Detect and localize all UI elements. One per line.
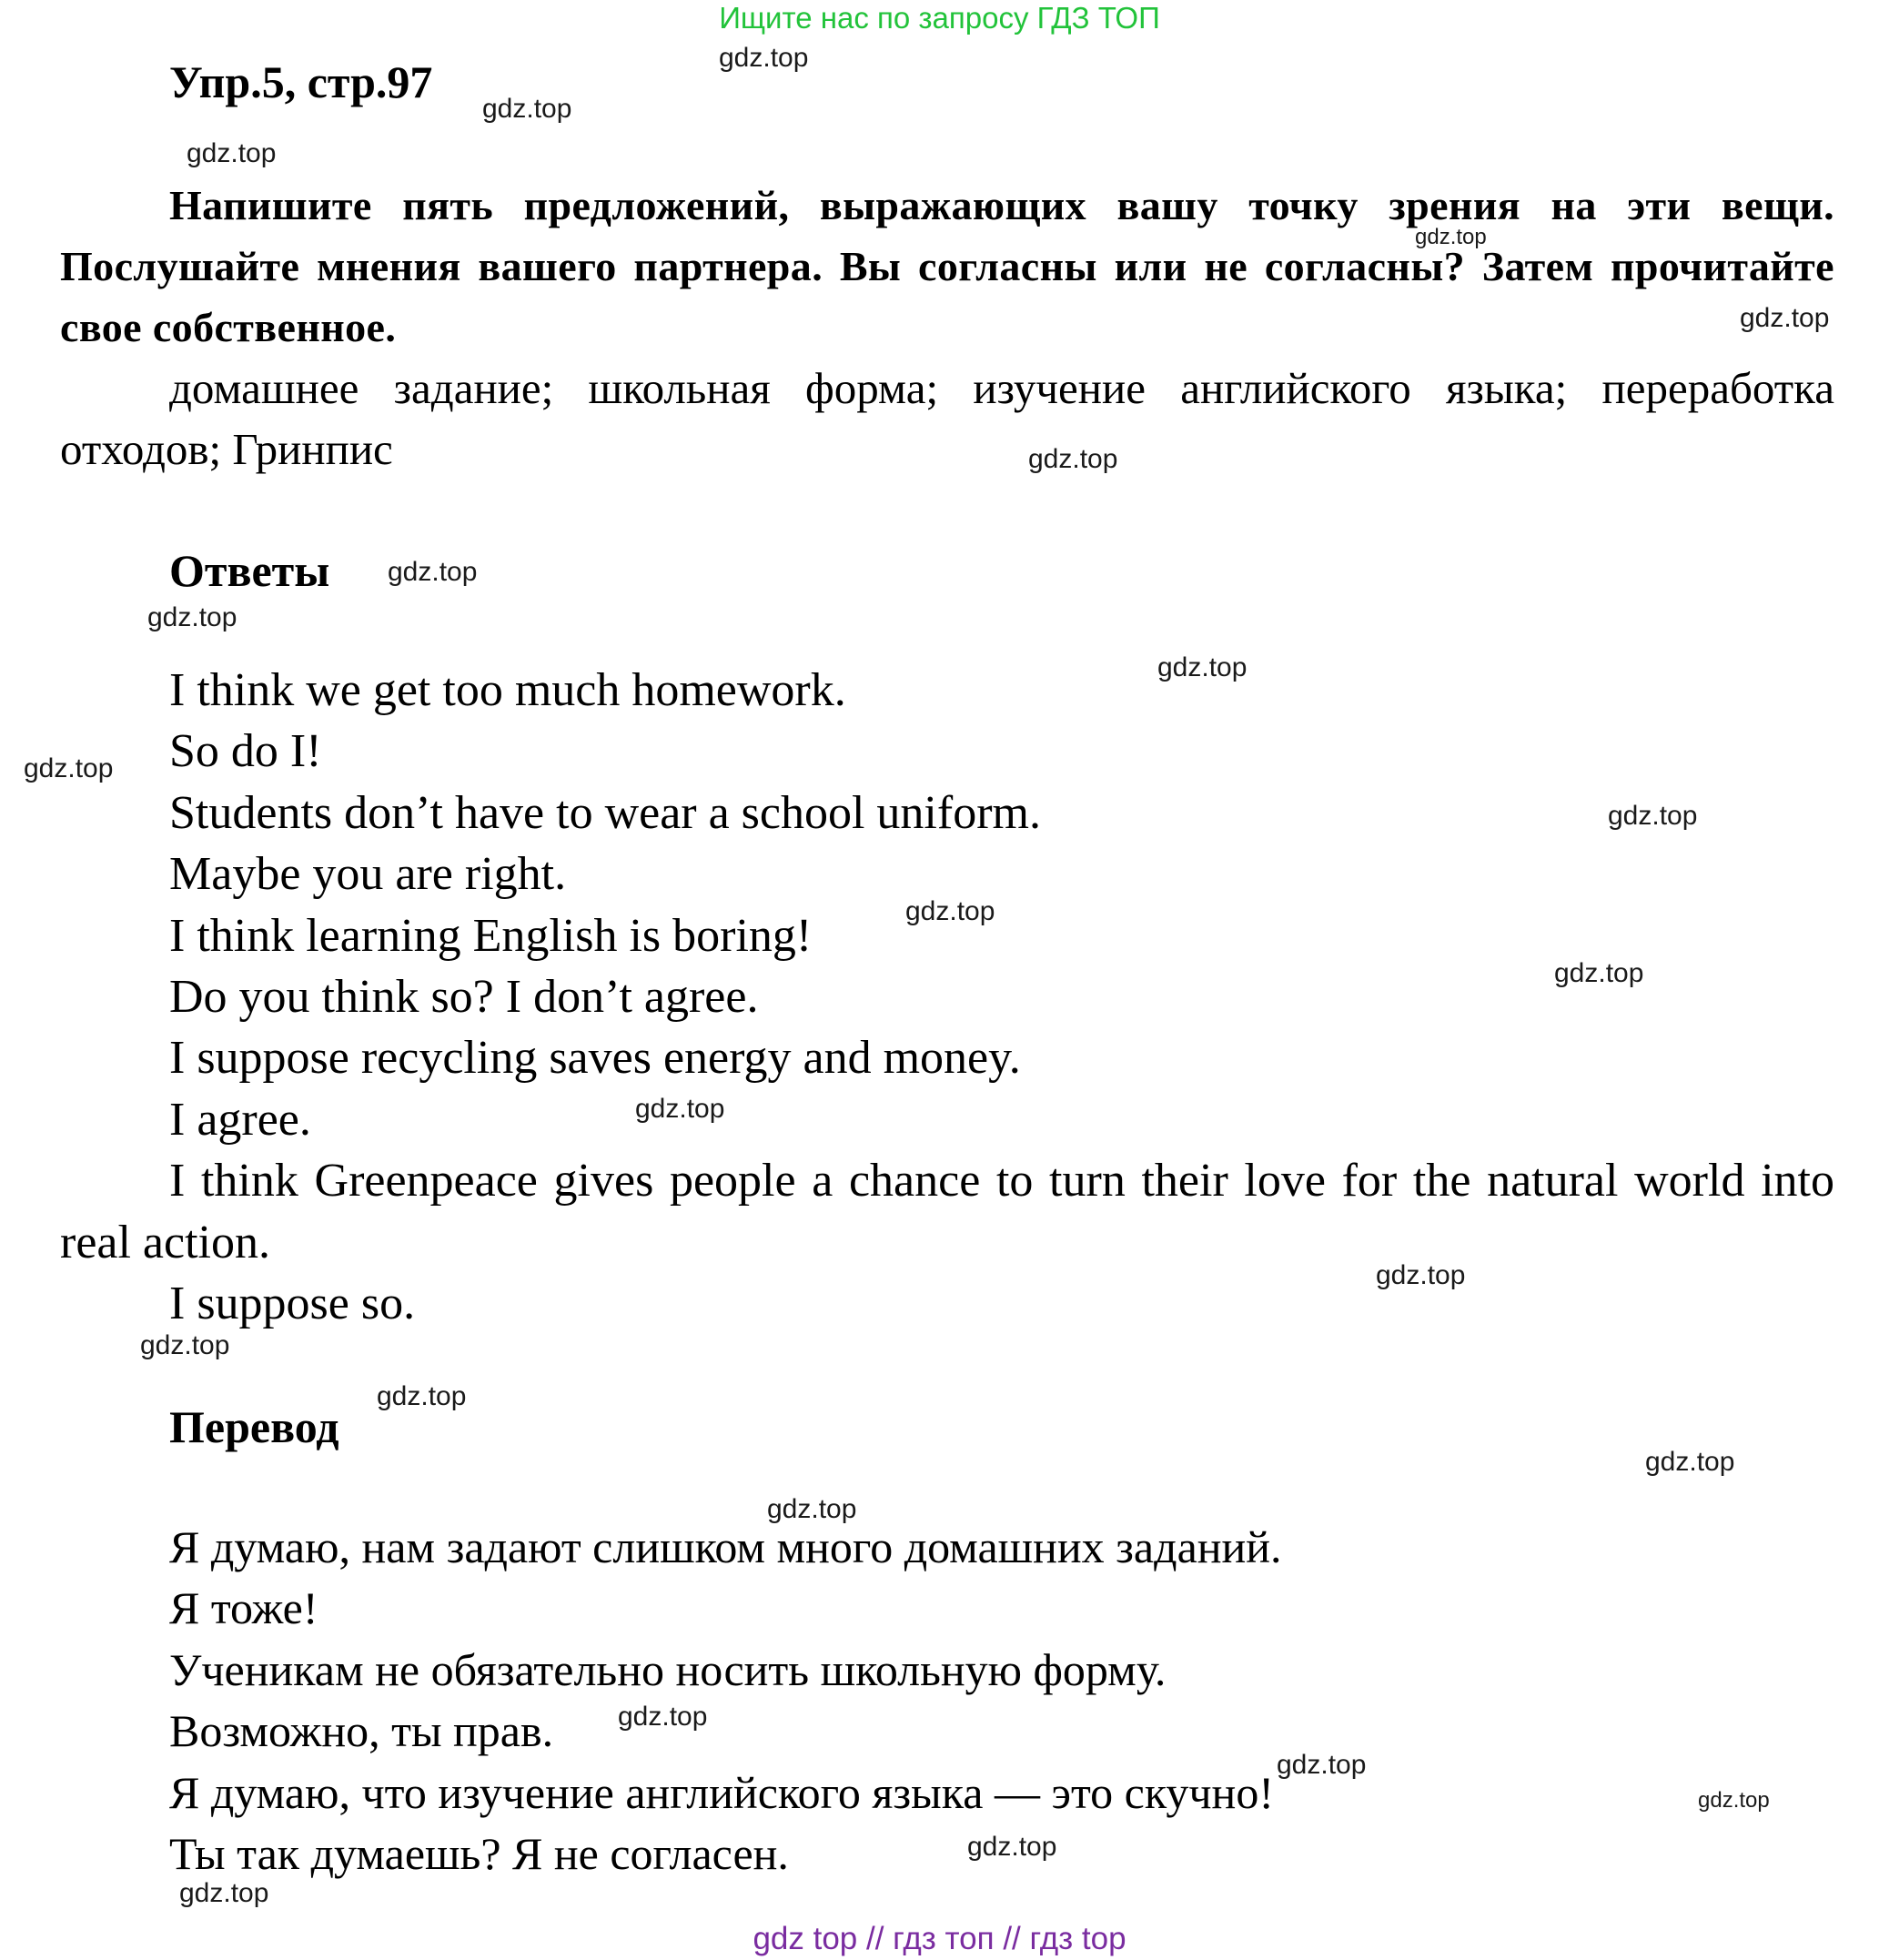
watermark: gdz.top	[1645, 1447, 1735, 1477]
translation-line: Возможно, ты прав.	[169, 1705, 554, 1757]
translation-line: Я тоже!	[169, 1582, 318, 1634]
translation-block	[60, 1517, 1834, 1884]
watermark: gdz.top	[187, 138, 277, 168]
watermark: gdz.top	[482, 94, 572, 124]
watermark: gdz.top	[1554, 958, 1644, 988]
watermark: gdz.top	[140, 1330, 230, 1360]
translation-line: Ученикам не обязательно носить школьную форму.	[169, 1643, 1167, 1695]
topic-list: домашнее задание; школьная форма; изучение английского языка; переработка отходов; Гринпис	[60, 363, 1834, 474]
answer-line: So do I!	[169, 725, 322, 778]
watermark: gdz.top	[618, 1702, 708, 1732]
watermark: gdz.top	[719, 43, 809, 73]
exercise-title: Упр.5, стр.97	[169, 56, 433, 107]
translation-line: Ты так думаешь? Я не согласен.	[169, 1828, 789, 1880]
watermark: gdz.top	[147, 602, 237, 632]
translation-line: Я думаю, нам задают слишком много домашних заданий.	[169, 1521, 1282, 1572]
watermark: gdz.top	[377, 1381, 467, 1411]
watermark: gdz.top	[635, 1094, 725, 1124]
answer-line: I suppose so.	[169, 1278, 416, 1330]
answer-line: I agree.	[169, 1093, 311, 1146]
answer-line: Students don’t have to wear a school uniform.	[169, 786, 1041, 839]
watermark: gdz.top	[1740, 303, 1830, 333]
watermark: gdz.top	[1376, 1260, 1466, 1290]
answer-line: I think we get too much homework.	[169, 664, 846, 716]
watermark: gdz.top	[24, 753, 114, 783]
answer-line: Do you think so? I don’t agree.	[169, 971, 759, 1024]
watermark: gdz.top	[1028, 444, 1118, 474]
search-hint-link[interactable]: Ищите нас по запросу ГДЗ ТОП	[719, 1, 1160, 35]
task-text: Напишите пять предложений, выражающих вашу точку зрения на эти вещи. Послушайте мнения вашего партнера. Вы согласны или не согласны? Затем прочитайте свое собственное.	[60, 182, 1834, 350]
watermark: gdz.top	[767, 1494, 857, 1524]
translation-heading: Перевод	[169, 1401, 339, 1452]
watermark: gdz.top	[967, 1832, 1057, 1862]
answer-line: I think Greenpeace gives people a chance to turn their love for the natural world into real action.	[60, 1155, 1834, 1268]
watermark: gdz.top	[1157, 652, 1248, 682]
watermark: gdz.top	[1698, 1788, 1770, 1813]
answer-line: I think learning English is boring!	[169, 909, 813, 962]
translation-line: Я думаю, что изучение английского языка — это скучно!	[169, 1766, 1274, 1818]
answer-line: Maybe you are right.	[169, 848, 567, 901]
footer-links[interactable]: gdz top // гдз топ // гдз top	[753, 1921, 1126, 1956]
watermark: gdz.top	[388, 557, 478, 587]
answers-block	[60, 660, 1834, 1334]
answer-line: I suppose recycling saves energy and money.	[169, 1032, 1021, 1085]
watermark: gdz.top	[1415, 225, 1487, 249]
watermark: gdz.top	[1277, 1750, 1367, 1780]
answers-heading: Ответы	[169, 545, 330, 596]
watermark: gdz.top	[1608, 801, 1698, 831]
watermark: gdz.top	[905, 896, 995, 926]
watermark: gdz.top	[179, 1878, 269, 1908]
